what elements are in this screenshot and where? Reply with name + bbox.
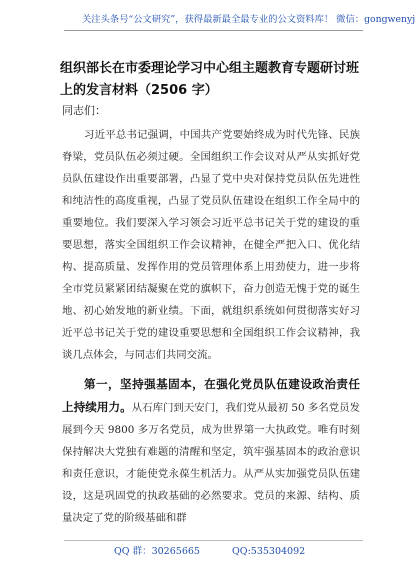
paragraph-intro [62,124,360,370]
paragraph-first-point-heading: 第一，坚持强基固本，在强化党员队伍建设政治责任上持续用力。 [62,377,360,414]
footer-divider [64,540,363,541]
document-title: 组织部长在市委理论学习中心组主题教育专题研讨班上的发言材料（2506 字） [60,61,360,98]
footer-qq: QQ:535304092 [232,546,306,557]
footer-contact [60,544,360,560]
header-divider [64,30,363,31]
paragraph-first-point-text: 从石库门到天安门，我们党从最初 50 多名党员发展到今天 9800 多万名党员，成为世界第一大执政党。唯有时刻保持解决大党独有难题的清醒和坚定，筑牢强基固本的政治意识和责任意识，才能使党永葆生机活力。从严从实加强党员队伍建设，这是巩固党的执政基础的必然要求。党员的来源、结构、质量决定了党的阶级基础和群 [62,402,360,524]
paragraph-intro-text: 习近平总书记强调，中国共产党要始终成为时代先锋、民族脊梁，党员队伍必须过硬。全国组织工作会议对从严从实抓好党员队伍建设作出重要部署，凸显了党中央对保持党员队伍先进性和纯洁性的高度重视，凸显了党员队伍建设在组织工作全局中的重要地位。我们要深入学习领会习近平总书记关于党的建设的重要思想，落实全国组织工作会议精神，在健全严把入口、优化结构、提高质量、发挥作用的党员管理体系上用劲使力，进一步将全市党员紧紧团结凝聚在党的旗帜下，奋力创造无愧于党的诞生地、初心始发地的新业绩。下面，就组织系统如何贯彻落实好习近平总书记关于党的建设重要思想和全国组织工作会议精神，我谈几点体会，与同志们共同交流。 [62,129,360,361]
paragraph-first-point [62,373,360,543]
header-note: 关注头条号“公文研究”，获得最新最全最专业的公文资料库！ 微信：gongwenyj [82,14,415,25]
footer-qq-group: QQ 群：30265665 [114,546,200,557]
salutation: 同志们： [62,104,106,117]
